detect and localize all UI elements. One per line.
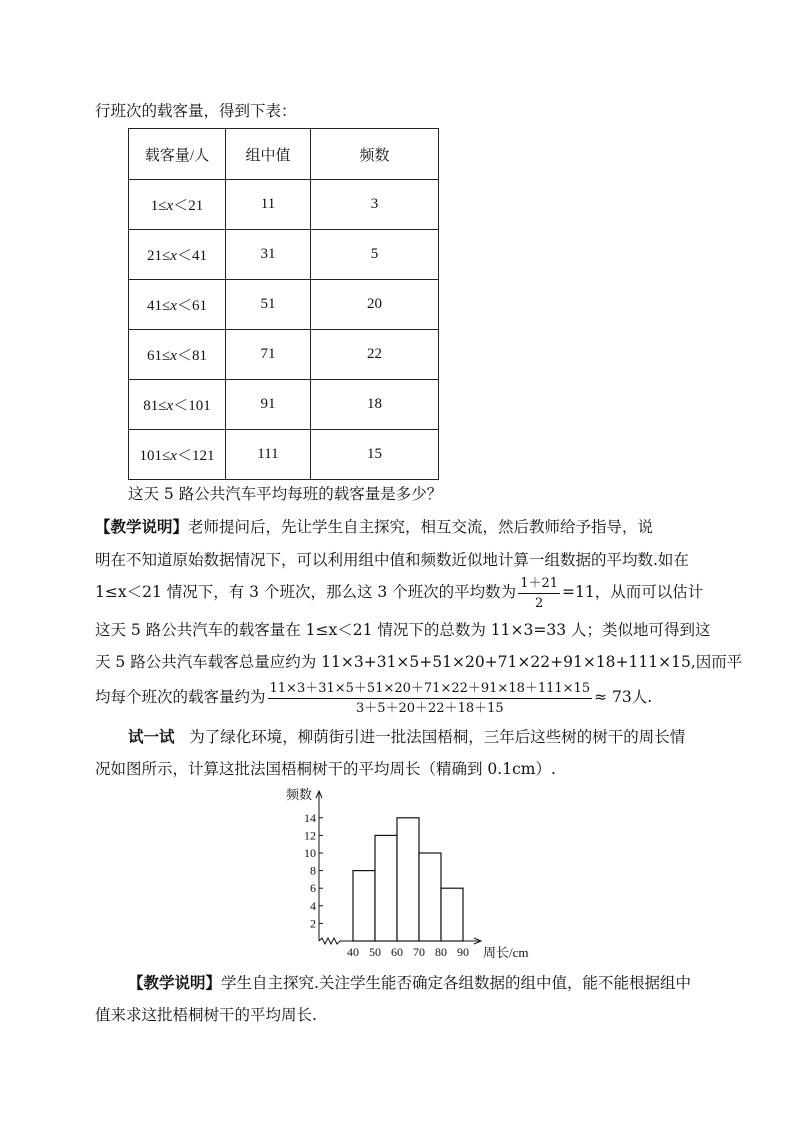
teaching-note-1-line-4: 这天 5 路公共汽车的载客量在 1≤x＜21 情况下的总数为 11×3=33 人；类似地可得到这 — [95, 621, 711, 639]
table-row — [129, 380, 439, 430]
frequency-cell: 22 — [311, 330, 439, 380]
x-axis-label: 周长/cm — [483, 945, 529, 960]
midpoint-cell: 31 — [226, 230, 311, 280]
header-midpoint: 组中值 — [226, 129, 311, 180]
frequency-cell: 20 — [311, 280, 439, 330]
try-line-1: 试一试 为了绿化环境，柳荫街引进一批法国梧桐，三年后这些树的树干的周长情 — [128, 727, 686, 746]
table-row — [129, 330, 439, 380]
range-cell: 61≤x＜81 — [129, 330, 226, 380]
header-frequency: 频数 — [311, 129, 439, 180]
header-load: 载客量/人 — [129, 129, 226, 180]
try-line-2: 况如图所示，计算这批法国梧桐树干的平均周长（精确到 0.1cm）. — [95, 760, 556, 778]
x-axis-arrow — [474, 938, 481, 944]
teaching-note-1-line-6: 均每个班次的载客量约为 $\frac{11\times 3+31\times 5+51\times 20+71\times 22+91\times 18+111\times 15}{3+5+20+22+18+15}$ ≈ 73人. — [95, 680, 653, 716]
midpoint-cell: 11 — [226, 180, 311, 230]
intro-line: 行班次的载客量，得到下表： — [95, 102, 297, 120]
midpoint-cell: 51 — [226, 280, 311, 330]
x-tick-label: 70 — [413, 945, 425, 959]
teaching-note-1-line-3: 1≤x＜21 情况下，有 3 个班次，那么这 3 个班次的平均数为 $\frac{1+21}{2}$ =11，从而可以估计 — [95, 575, 704, 611]
teaching-note-2-line-2: 值来求这批梧桐树干的平均周长. — [95, 1006, 317, 1024]
histogram-bar — [419, 853, 441, 941]
fraction-1-plus-21-over-2: $\frac{1+21}{2}$ — [520, 575, 559, 611]
teaching-note-1-line-1: 【教学说明】老师提问后，先让学生自主探究，相互交流，然后教师给予指导，说 — [95, 517, 654, 536]
y-tick-label: 10 — [304, 846, 316, 860]
x-tick-label: 80 — [435, 945, 447, 959]
y-axis-arrow — [316, 791, 322, 798]
passenger-load-table — [128, 128, 439, 480]
frequency-cell: 3 — [311, 180, 439, 230]
table-row — [129, 180, 439, 230]
y-tick-label: 6 — [310, 881, 316, 896]
midpoint-cell: 91 — [226, 380, 311, 430]
x-tick-label: 50 — [369, 945, 381, 959]
frequency-cell: 15 — [311, 430, 439, 480]
range-cell: 41≤x＜61 — [129, 280, 226, 330]
x-tick-label: 60 — [391, 945, 403, 959]
teaching-note-tag: 【教学说明】 — [95, 517, 189, 536]
teaching-note-1-line-2: 明在不知道原始数据情况下，可以利用组中值和频数近似地计算一组数据的平均数.如在 — [95, 551, 689, 569]
y-tick-label: 8 — [310, 863, 316, 878]
try-tag: 试一试 — [128, 727, 175, 746]
y-axis-label: 频数 — [286, 787, 313, 802]
y-tick-label: 2 — [310, 916, 316, 931]
midpoint-cell: 71 — [226, 330, 311, 380]
y-tick-label: 12 — [304, 828, 316, 843]
histogram-bar — [375, 835, 397, 941]
table-row — [129, 430, 439, 480]
teaching-note-tag: 【教学说明】 — [128, 973, 222, 992]
midpoint-cell: 111 — [226, 430, 311, 480]
histogram-bar — [353, 871, 375, 941]
table-header-row — [129, 129, 439, 180]
frequency-cell: 5 — [311, 230, 439, 280]
teaching-note-2-line-1: 【教学说明】学生自主探究.关注学生能否确定各组数据的组中值，能不能根据组中 — [128, 973, 691, 992]
x-tick-label: 40 — [347, 945, 359, 959]
range-cell: 101≤x＜121 — [129, 430, 226, 480]
x-tick-label: 90 — [457, 945, 469, 959]
table-row — [129, 230, 439, 280]
y-tick-label: 4 — [310, 898, 316, 913]
histogram-bar — [441, 888, 463, 941]
fraction-weighted-mean: $\frac{11\times 3+31\times 5+51\times 20+71\times 22+91\times 18+111\times 15}{3+5+20+22+18+15}$ — [269, 680, 591, 716]
range-cell: 1≤x＜21 — [129, 180, 226, 230]
range-cell: 21≤x＜41 — [129, 230, 226, 280]
frequency-cell: 18 — [311, 380, 439, 430]
histogram-bar — [397, 818, 419, 941]
table-row — [129, 280, 439, 330]
teaching-note-1-line-5: 天 5 路公共汽车载客总量应约为 11×3+31×5+51×20+71×22+91×18+111×15,因而平 — [95, 653, 743, 671]
y-tick-label: 14 — [304, 810, 316, 825]
x-axis — [319, 938, 481, 944]
question-line: 这天 5 路公共汽车平均每班的载客量是多少？ — [128, 485, 443, 503]
range-cell: 81≤x＜101 — [129, 380, 226, 430]
